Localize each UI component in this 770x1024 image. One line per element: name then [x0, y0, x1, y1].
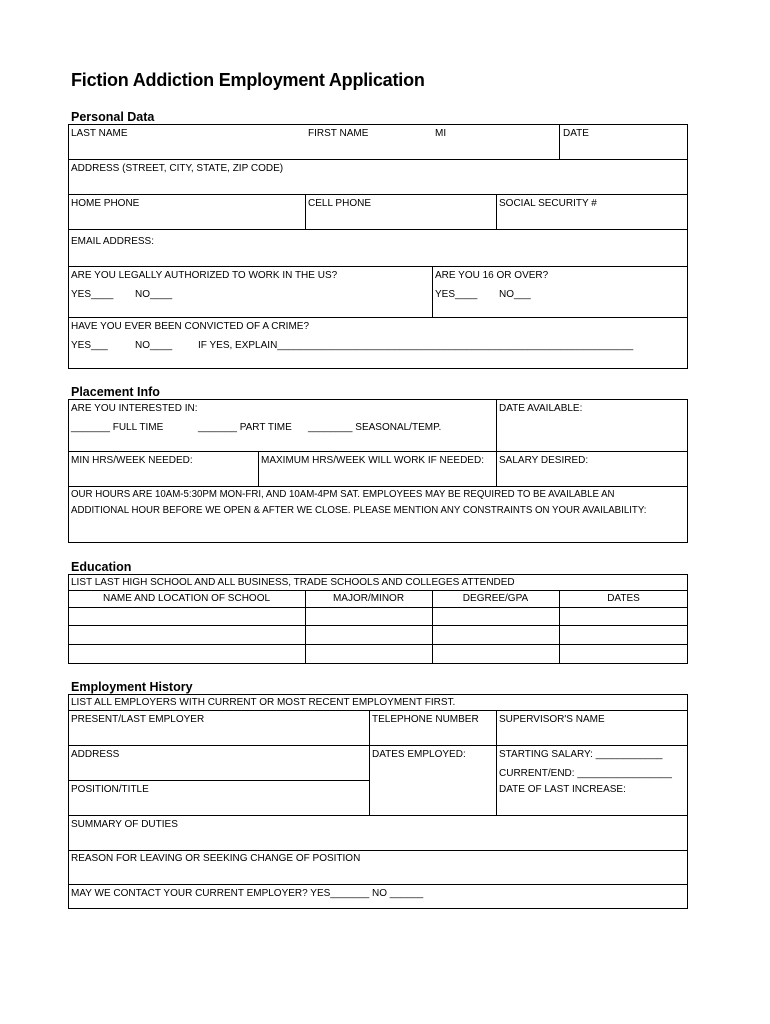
employer-address-field[interactable]: ADDRESS: [71, 749, 120, 760]
work-authorized-yes[interactable]: YES____: [71, 289, 114, 300]
max-hours-field[interactable]: MAXIMUM HRS/WEEK WILL WORK IF NEEDED:: [261, 455, 484, 466]
cell-phone-field[interactable]: CELL PHONE: [308, 198, 371, 209]
hours-note-line1: OUR HOURS ARE 10AM-5:30PM MON-FRI, AND 10AM-4PM SAT. EMPLOYEES MAY BE REQUIRED TO BE AVAILABLE AN: [71, 489, 615, 500]
home-phone-field[interactable]: HOME PHONE: [71, 198, 140, 209]
employment-history-heading: Employment History: [71, 680, 193, 694]
crime-explain-field[interactable]: IF YES, EXPLAIN________________________________________________________________: [198, 340, 634, 351]
age-no[interactable]: NO___: [499, 289, 531, 300]
employment-history-table: [68, 694, 688, 909]
employment-instruction: LIST ALL EMPLOYERS WITH CURRENT OR MOST RECENT EMPLOYMENT FIRST.: [71, 697, 456, 708]
interested-in-label: ARE YOU INTERESTED IN:: [71, 403, 198, 414]
placement-info-table: [68, 399, 688, 543]
full-time-option[interactable]: _______ FULL TIME: [71, 422, 164, 433]
crime-question: HAVE YOU EVER BEEN CONVICTED OF A CRIME?: [71, 321, 310, 332]
seasonal-option[interactable]: ________ SEASONAL/TEMP.: [308, 422, 442, 433]
hours-note-line2: ADDITIONAL HOUR BEFORE WE OPEN & AFTER WE CLOSE. PLEASE MENTION ANY CONSTRAINTS ON YOUR AVAILABILITY:: [71, 505, 647, 516]
work-authorized-no[interactable]: NO____: [135, 289, 173, 300]
telephone-field[interactable]: TELEPHONE NUMBER: [372, 714, 479, 725]
email-field[interactable]: EMAIL ADDRESS:: [71, 236, 154, 247]
major-minor-column-header: MAJOR/MINOR: [332, 593, 405, 604]
age-yes[interactable]: YES____: [435, 289, 478, 300]
last-increase-field[interactable]: DATE OF LAST INCREASE:: [499, 784, 626, 795]
first-name-field[interactable]: FIRST NAME: [308, 128, 369, 139]
crime-no[interactable]: NO____: [135, 340, 173, 351]
date-field[interactable]: DATE: [563, 128, 589, 139]
address-field[interactable]: ADDRESS (STREET, CITY, STATE, ZIP CODE): [71, 163, 284, 174]
school-name-column-header: NAME AND LOCATION OF SCHOOL: [102, 593, 271, 604]
degree-gpa-column-header: DEGREE/GPA: [462, 593, 529, 604]
age-question: ARE YOU 16 OR OVER?: [435, 270, 549, 281]
last-name-field[interactable]: LAST NAME: [71, 128, 128, 139]
salary-desired-field[interactable]: SALARY DESIRED:: [499, 455, 589, 466]
starting-salary-field[interactable]: STARTING SALARY: ____________: [499, 749, 663, 760]
work-authorized-question: ARE YOU LEGALLY AUTHORIZED TO WORK IN THE US?: [71, 270, 338, 281]
placement-info-heading: Placement Info: [71, 385, 160, 399]
min-hours-field[interactable]: MIN HRS/WEEK NEEDED:: [71, 455, 193, 466]
current-end-salary-field[interactable]: CURRENT/END: _________________: [499, 768, 672, 779]
education-heading: Education: [71, 560, 132, 574]
dates-employed-field[interactable]: DATES EMPLOYED:: [372, 749, 466, 760]
education-instruction: LIST LAST HIGH SCHOOL AND ALL BUSINESS, TRADE SCHOOLS AND COLLEGES ATTENDED: [71, 577, 515, 588]
date-available-field[interactable]: DATE AVAILABLE:: [499, 403, 583, 414]
dates-column-header: DATES: [607, 593, 640, 604]
crime-yes[interactable]: YES___: [71, 340, 108, 351]
contact-employer-question[interactable]: MAY WE CONTACT YOUR CURRENT EMPLOYER? YES_______ NO ______: [71, 888, 424, 899]
reason-for-leaving-field[interactable]: REASON FOR LEAVING OR SEEKING CHANGE OF POSITION: [71, 853, 361, 864]
part-time-option[interactable]: _______ PART TIME: [198, 422, 292, 433]
position-title-field[interactable]: POSITION/TITLE: [71, 784, 149, 795]
personal-data-heading: Personal Data: [71, 110, 155, 124]
page-title: Fiction Addiction Employment Application: [71, 70, 425, 90]
ssn-field[interactable]: SOCIAL SECURITY #: [499, 198, 597, 209]
supervisor-field[interactable]: SUPERVISOR'S NAME: [499, 714, 605, 725]
middle-initial-field[interactable]: MI: [435, 128, 447, 139]
employer-field[interactable]: PRESENT/LAST EMPLOYER: [71, 714, 205, 725]
summary-of-duties-field[interactable]: SUMMARY OF DUTIES: [71, 819, 178, 830]
